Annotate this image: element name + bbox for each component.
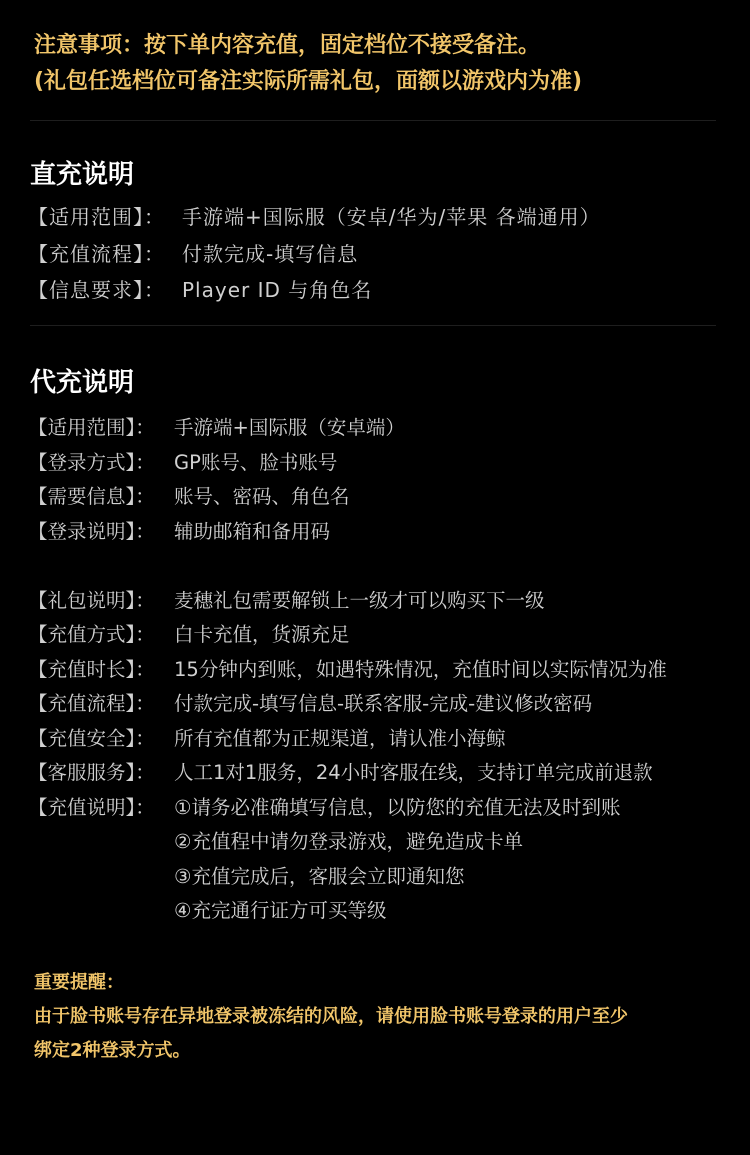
proxy-note-item [28,825,667,860]
row-value: Player ID 与角色名 [182,278,373,302]
note-text: ③充值完成后，客服会立即通知您 [174,864,465,888]
proxy-row-security [28,722,667,757]
notice-block [34,28,582,100]
important-reminder [34,966,628,1068]
row-value: ①请务必准确填写信息，以防您的充值无法及时到账 [174,795,621,819]
row-value: 付款完成-填写信息 [182,241,359,266]
row-value: 所有充值都为正规渠道，请认准小海鲸 [174,726,506,750]
row-value: 手游端+国际服（安卓/华为/苹果 各端通用） [182,205,601,229]
row-label: 【礼包说明】： [28,588,155,612]
row-value: 15分钟内到账，如遇特殊情况，充值时间以实际情况为准 [174,657,667,681]
note-text: ④充完通行证方可买等级 [174,899,387,922]
row-value: 账号、密码、角色名 [174,485,350,508]
row-label: 【充值流程】： [28,692,155,715]
spacer [28,549,667,584]
row-label: 【充值方式】： [28,623,155,646]
row-value: 辅助邮箱和备用码 [174,519,331,543]
proxy-row-process [28,687,667,722]
proxy-info-list [28,411,667,929]
note-text: ②充值程中请勿登录游戏，避免造成卡单 [174,830,523,853]
row-label: 【信息要求】： [28,278,165,302]
divider [30,325,716,326]
row-value: GP账号、脸书账号 [174,450,338,474]
row-label: 【适用范围】： [28,416,155,439]
row-value: 付款完成-填写信息-联系客服-完成-建议修改密码 [174,692,593,715]
direct-row-scope [28,199,601,236]
proxy-note-item [28,860,667,895]
row-value: 手游端+国际服（安卓端） [174,416,405,439]
row-value: 麦穗礼包需要解锁上一级才可以购买下一级 [174,588,545,612]
row-label: 【登录方式】： [28,450,155,474]
row-label: 【充值安全】： [28,726,155,750]
notice-line-1: 注意事项：按下单内容充值，固定档位不接受备注。 [34,33,541,58]
proxy-row-duration [28,653,667,688]
row-value: 人工1对1服务，24小时客服在线，支持订单完成前退款 [174,761,653,784]
proxy-row-scope [28,411,667,446]
proxy-row-topup-notes [28,791,667,826]
row-label: 【客服服务】： [28,761,155,784]
direct-row-requirements [28,272,601,309]
direct-row-process [28,236,601,273]
proxy-section-title: 代充说明 [30,368,135,398]
important-line-1: 由于脸书账号存在异地登录被冻结的风险，请使用脸书账号登录的用户至少 [34,1006,628,1027]
proxy-row-login-notes [28,515,667,550]
row-label: 【充值说明】： [28,795,155,819]
row-label: 【登录说明】： [28,519,155,543]
direct-section-title: 直充说明 [30,160,135,190]
direct-info-list [28,199,601,309]
proxy-note-item [28,894,667,929]
proxy-row-topup-method [28,618,667,653]
row-value: 白卡充值，货源充足 [174,623,350,646]
row-label: 【充值时长】： [28,657,155,681]
important-title: 重要提醒： [34,972,124,993]
row-label: 【充值流程】： [28,241,165,266]
proxy-row-login-method [28,446,667,481]
important-line-2: 绑定2种登录方式。 [34,1040,191,1061]
divider [30,120,716,121]
notice-line-2: (礼包任选档位可备注实际所需礼包，面额以游戏内为准) [34,69,583,94]
row-label: 【适用范围】： [28,205,165,229]
row-label: 【需要信息】： [28,485,155,508]
proxy-row-required-info [28,480,667,515]
proxy-row-customer-service [28,756,667,791]
proxy-row-gift-pack [28,584,667,619]
